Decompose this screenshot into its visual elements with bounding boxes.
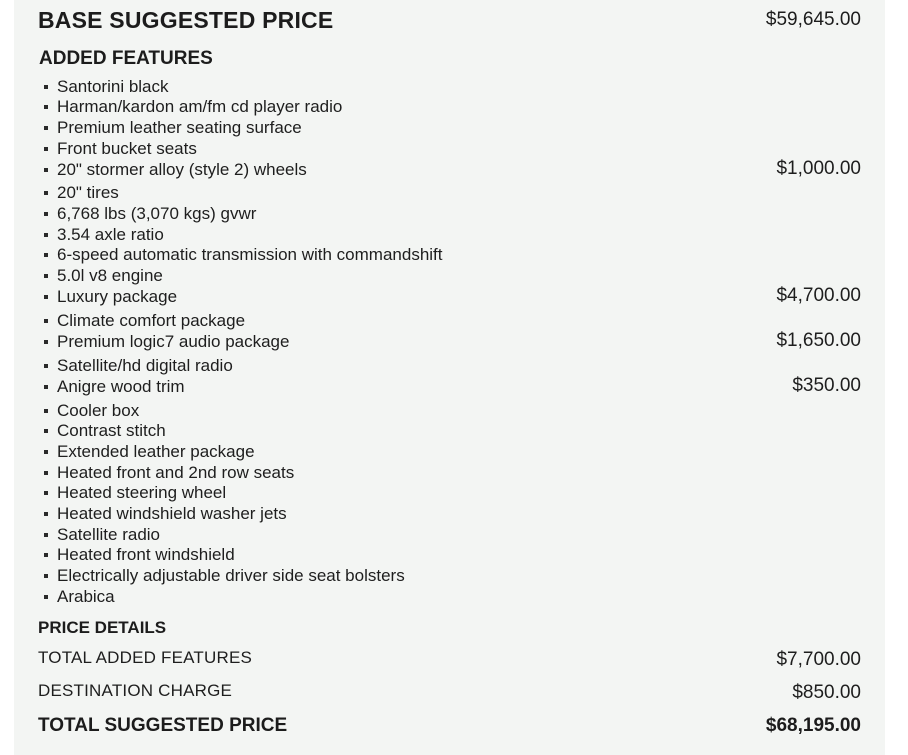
feature-name: Climate comfort package <box>57 311 246 330</box>
feature-item <box>42 183 861 203</box>
feature-item <box>42 287 861 307</box>
feature-item <box>42 377 861 397</box>
bullet-icon <box>44 274 48 278</box>
bullet-icon <box>44 340 48 344</box>
bullet-icon <box>44 319 48 323</box>
destination-charge-row <box>38 681 861 705</box>
added-features-title: ADDED FEATURES <box>39 48 213 69</box>
bullet-icon <box>44 450 48 454</box>
feature-item <box>42 160 861 180</box>
total-added-features-value: $7,700.00 <box>776 649 861 670</box>
feature-name: 20" tires <box>57 183 119 202</box>
bullet-icon <box>44 471 48 475</box>
bullet-icon <box>44 512 48 516</box>
feature-name: Luxury package <box>57 287 178 306</box>
feature-item <box>42 421 861 441</box>
bullet-icon <box>44 126 48 130</box>
base-price-title: BASE SUGGESTED PRICE <box>38 7 334 33</box>
feature-item <box>42 245 861 265</box>
bullet-icon <box>44 168 48 172</box>
bullet-icon <box>44 253 48 257</box>
feature-item <box>42 587 861 607</box>
feature-item <box>42 266 861 286</box>
feature-name: Premium leather seating surface <box>57 118 302 137</box>
feature-name: Heated front and 2nd row seats <box>57 463 295 482</box>
bullet-icon <box>44 191 48 195</box>
feature-name: Satellite/hd digital radio <box>57 356 233 375</box>
feature-item <box>42 483 861 503</box>
feature-price: $1,000.00 <box>776 158 861 179</box>
bullet-icon <box>44 233 48 237</box>
feature-name: Heated front windshield <box>57 545 235 564</box>
bullet-icon <box>44 295 48 299</box>
bullet-icon <box>44 147 48 151</box>
feature-name: Harman/kardon am/fm cd player radio <box>57 97 343 116</box>
feature-name: Heated steering wheel <box>57 483 227 502</box>
base-price-value: $59,645.00 <box>765 9 861 30</box>
bullet-icon <box>44 364 48 368</box>
feature-name: Arabica <box>57 587 115 606</box>
bullet-icon <box>44 595 48 599</box>
bullet-icon <box>44 385 48 389</box>
price-details-title: PRICE DETAILS <box>38 618 167 637</box>
bullet-icon <box>44 429 48 433</box>
feature-name: 6-speed automatic transmission with commandshift <box>57 245 443 264</box>
feature-item <box>42 139 861 159</box>
feature-name: Heated windshield washer jets <box>57 504 287 523</box>
bullet-icon <box>44 105 48 109</box>
bullet-icon <box>44 409 48 413</box>
bullet-icon <box>44 491 48 495</box>
feature-item <box>42 442 861 462</box>
destination-charge-label: DESTINATION CHARGE <box>38 681 233 700</box>
feature-name: 3.54 axle ratio <box>57 225 164 244</box>
total-added-features-row <box>38 648 861 672</box>
feature-item <box>42 204 861 224</box>
feature-item <box>42 356 861 376</box>
feature-price: $4,700.00 <box>776 285 861 306</box>
feature-name: 20" stormer alloy (style 2) wheels <box>57 160 307 179</box>
feature-name: Front bucket seats <box>57 139 197 158</box>
feature-name: Satellite radio <box>57 525 161 544</box>
feature-item <box>42 463 861 483</box>
feature-name: Santorini black <box>57 77 169 96</box>
feature-name: Electrically adjustable driver side seat bolsters <box>57 566 405 585</box>
total-added-features-label: TOTAL ADDED FEATURES <box>38 648 253 667</box>
bullet-icon <box>44 553 48 557</box>
feature-item <box>42 566 861 586</box>
base-price-row <box>38 7 861 37</box>
feature-item <box>42 77 861 97</box>
feature-item <box>42 97 861 117</box>
feature-item <box>42 225 861 245</box>
total-suggested-price-label: TOTAL SUGGESTED PRICE <box>38 715 288 736</box>
bullet-icon <box>44 533 48 537</box>
feature-price: $350.00 <box>792 375 861 396</box>
destination-charge-value: $850.00 <box>792 682 861 703</box>
bullet-icon <box>44 574 48 578</box>
feature-item <box>42 525 861 545</box>
feature-price: $1,650.00 <box>776 330 861 351</box>
feature-name: Anigre wood trim <box>57 377 185 396</box>
feature-name: Premium logic7 audio package <box>57 332 290 351</box>
total-suggested-price-value: $68,195.00 <box>765 715 861 736</box>
feature-name: 5.0l v8 engine <box>57 266 163 285</box>
feature-name: Contrast stitch <box>57 421 166 440</box>
price-summary-panel <box>14 0 885 755</box>
feature-name: Extended leather package <box>57 442 255 461</box>
feature-item <box>42 118 861 138</box>
total-suggested-price-row <box>38 715 861 739</box>
feature-item <box>42 504 861 524</box>
feature-item <box>42 332 861 352</box>
bullet-icon <box>44 85 48 89</box>
feature-name: Cooler box <box>57 401 140 420</box>
feature-name: 6,768 lbs (3,070 kgs) gvwr <box>57 204 257 223</box>
feature-item <box>42 401 861 421</box>
feature-item <box>42 311 861 331</box>
bullet-icon <box>44 212 48 216</box>
feature-item <box>42 545 861 565</box>
